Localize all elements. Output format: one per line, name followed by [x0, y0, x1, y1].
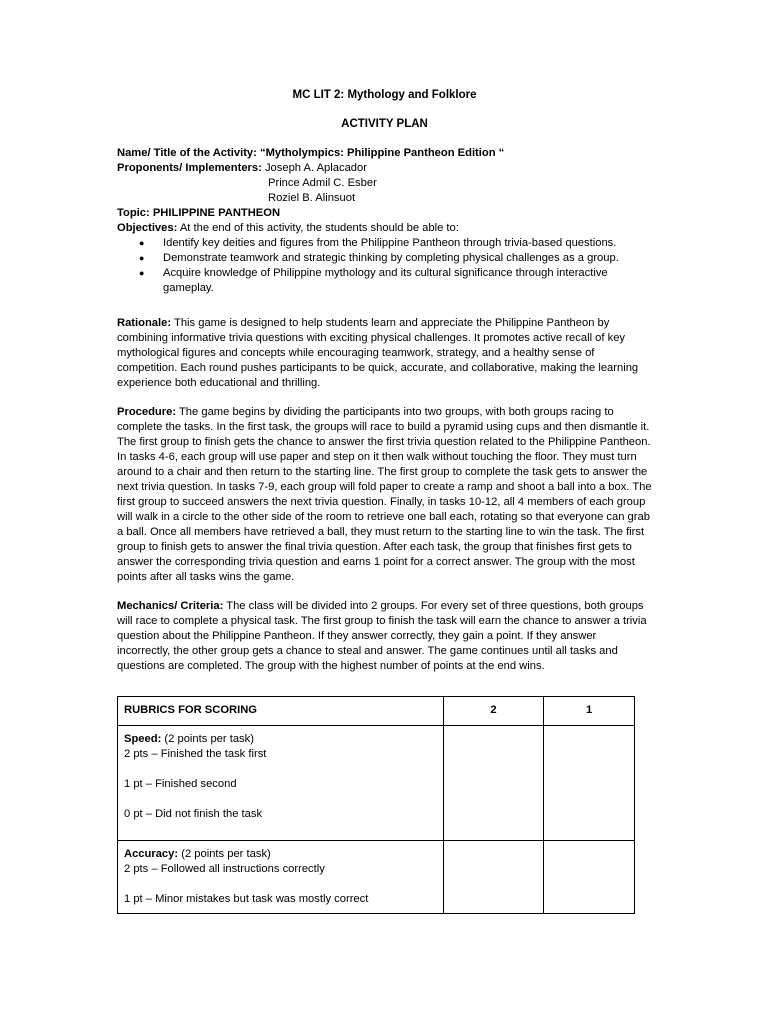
table-header-row — [118, 697, 635, 726]
rubric-line: 1 pt – Minor mistakes but task was mostly correct — [124, 893, 369, 905]
table-row — [118, 726, 635, 841]
rubric-criterion-note: (2 points per task) — [181, 848, 271, 860]
objective-text: Identify key deities and figures from the Philippine Pantheon through trivia-based questions. — [163, 237, 617, 249]
list-item — [117, 251, 652, 266]
rationale-text: This game is designed to help students learn and appreciate the Philippine Pantheon by combining informative trivia questions with exciting physical challenges. It promotes active recall of key mythological figures and concepts while encouraging teamwork, strategy, and a healthy sense of competition. Each round pushes participants to be quick, accurate, and collaborative, making the learning experience both educational and thrilling. — [117, 317, 639, 389]
rubric-table — [117, 696, 635, 914]
rubric-score-cell — [443, 841, 544, 914]
proponent-name: Prince Admil C. Esber — [268, 177, 377, 189]
mechanics-paragraph — [117, 599, 652, 674]
rationale-paragraph — [117, 316, 652, 391]
activity-name-label: Name/ Title of the Activity: — [117, 147, 257, 159]
objectives-intro — [117, 221, 652, 236]
proponents-label: Proponents/ Implementers: — [117, 162, 262, 174]
rubric-score-cell — [544, 841, 635, 914]
rubric-criterion-label: Speed: — [124, 733, 162, 745]
list-item — [117, 236, 652, 251]
procedure-paragraph — [117, 405, 652, 585]
table-row — [118, 841, 635, 914]
rubric-criterion-note: (2 points per task) — [164, 733, 254, 745]
rubric-header-criteria: RUBRICS FOR SCORING — [118, 697, 444, 726]
objective-text: Demonstrate teamwork and strategic thinking by completing physical challenges as a group. — [163, 252, 619, 264]
rubric-accuracy-cell — [118, 841, 444, 914]
rubric-speed-cell — [118, 726, 444, 841]
rubric-header-score-1: 1 — [544, 697, 635, 726]
procedure-label: Procedure: — [117, 406, 177, 418]
rubric-header-score-2: 2 — [443, 697, 544, 726]
bullet-icon: ● — [139, 253, 145, 263]
mechanics-text: The class will be divided into 2 groups. For every set of three questions, both groups will race to complete a physical task. The first group to finish the task will earn the chance to answer a trivia question about the Philippine Pantheon. If they answer correctly, they gain a point. If they answer incorrectly, the other group gets a chance to steal and answer. The game continues until all tasks and questions are completed. The group with the highest number of points at the end wins. — [117, 600, 647, 672]
proponent-name: Roziel B. Alinsuot — [268, 192, 356, 204]
rubric-line: 0 pt – Did not finish the task — [124, 808, 263, 820]
procedure-text: The game begins by dividing the participants into two groups, with both groups racing to complete the tasks. In the first task, the groups will race to build a pyramid using cups and then dismantle it. The first group to finish gets the chance to answer the first trivia question related to the Philippine Pantheon. In tasks 4-6, each group will use paper and step on it then walk without touching the floor. They must turn around to a chair and then return to the starting line. The first group to complete the task gets to answer the next trivia question. In tasks 7-9, each group will fold paper to create a ramp and shoot a ball into a box. The first group to succeed answers the next trivia question. Finally, in tasks 10-12, all 4 members of each group will walk in a circle to the other side of the room to retrieve one ball each, rotating so that everyone can grab a ball. Once all members have retrieved a ball, they must return to the starting line to win the task. The first group to finish gets to answer the final trivia question. After each task, the group that finishes first gets to answer the corresponding trivia question and earns 1 point for a correct answer. The group with the most points after all tasks wins the game. — [117, 406, 652, 583]
rubric-line: 2 pts – Finished the task first — [124, 748, 267, 760]
objectives-label: Objectives: — [117, 222, 178, 234]
objectives-intro-text: At the end of this activity, the students should be able to: — [179, 222, 459, 234]
bullet-icon: ● — [139, 268, 145, 278]
rubric-score-cell — [544, 726, 635, 841]
objectives-list — [117, 236, 652, 296]
activity-name-value: “Mytholympics: Philippine Pantheon Edition “ — [259, 147, 505, 159]
course-title: MC LIT 2: Mythology and Folklore — [292, 89, 477, 101]
rubric-line: 1 pt – Finished second — [124, 778, 237, 790]
mechanics-label: Mechanics/ Criteria: — [117, 600, 224, 612]
bullet-icon: ● — [139, 238, 145, 248]
objective-text: Acquire knowledge of Philippine mythology and its cultural significance through interactive gameplay. — [163, 267, 608, 294]
rubric-score-cell — [443, 726, 544, 841]
topic-text: Topic: PHILIPPINE PANTHEON — [117, 207, 281, 219]
proponents-line — [117, 161, 652, 176]
proponent-name: Joseph A. Aplacador — [264, 162, 367, 174]
rubric-criterion-label: Accuracy: — [124, 848, 179, 860]
list-item — [117, 266, 652, 296]
topic-heading — [117, 206, 652, 221]
doc-type-heading: ACTIVITY PLAN — [341, 118, 428, 130]
activity-name — [117, 146, 652, 161]
document-page — [117, 88, 652, 914]
rubric-line: 2 pts – Followed all instructions correctly — [124, 863, 325, 875]
rationale-label: Rationale: — [117, 317, 172, 329]
